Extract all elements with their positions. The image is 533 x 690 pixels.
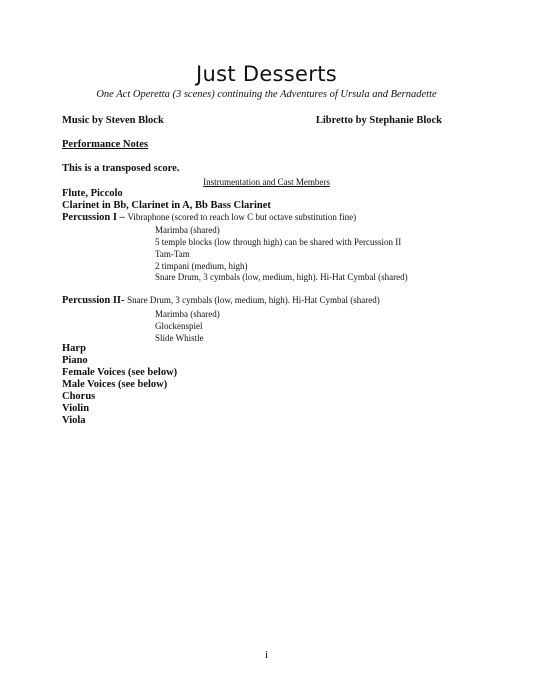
flute-line [62,188,123,199]
percussion-1-line [62,212,356,223]
instrumentation-heading: Instrumentation and Cast Members [203,177,330,187]
clarinet-label: Clarinet in Bb, Clarinet in A, Bb Bass Clarinet [62,200,271,211]
page-title: Just Desserts [196,62,337,86]
percussion-1-label: Percussion I – [62,212,125,223]
percussion-1-item: Snare Drum, 3 cymbals (low, medium, high). Hi-Hat Cymbal (shared) [155,272,408,282]
clarinet-line [62,200,271,211]
harp-label: Harp [62,343,86,354]
percussion-1-item: Tam-Tam [155,249,190,259]
percussion-2-item: Marimba (shared) [155,309,220,319]
chorus-line [62,391,95,402]
percussion-1-item: 2 timpani (medium, high) [155,261,248,271]
subtitle: One Act Operetta (3 scenes) continuing the Adventures of Ursula and Bernadette [96,89,437,100]
libretto-credit: Libretto by Stephanie Block [315,115,442,126]
female-voices-label: Female Voices (see below) [62,367,178,378]
percussion-1-item: Marimba (shared) [155,225,220,235]
percussion-2-line [62,295,380,306]
music-credit: Music by Steven Block [62,115,164,126]
percussion-1-item: 5 temple blocks (low through high) can be shared with Percussion II [155,237,402,247]
piano-line [62,355,88,366]
flute-label: Flute, Piccolo [62,188,123,199]
viola-label: Viola [62,415,86,426]
percussion-2-label: Percussion II- [62,295,125,306]
male-voices-line [62,379,167,390]
piano-label: Piano [62,355,88,366]
harp-line [62,343,86,354]
violin-line [62,403,89,414]
percussion-2-item: Glockenspiel [155,321,203,331]
percussion-2-item: Slide Whistle [155,333,204,343]
performance-notes-heading: Performance Notes [62,139,148,150]
percussion-1-first-item: Vibraphone (scored to reach low C but octave substitution fine) [127,212,357,222]
transposed-note: This is a transposed score. [62,163,180,174]
percussion-2-first-item: Snare Drum, 3 cymbals (low, medium, high). Hi-Hat Cymbal (shared) [127,295,380,305]
chorus-label: Chorus [62,391,96,402]
female-voices-line [62,367,177,378]
male-voices-label: Male Voices (see below) [62,379,168,390]
viola-line [62,415,86,426]
violin-label: Violin [62,403,90,414]
page-number: i [264,649,269,661]
